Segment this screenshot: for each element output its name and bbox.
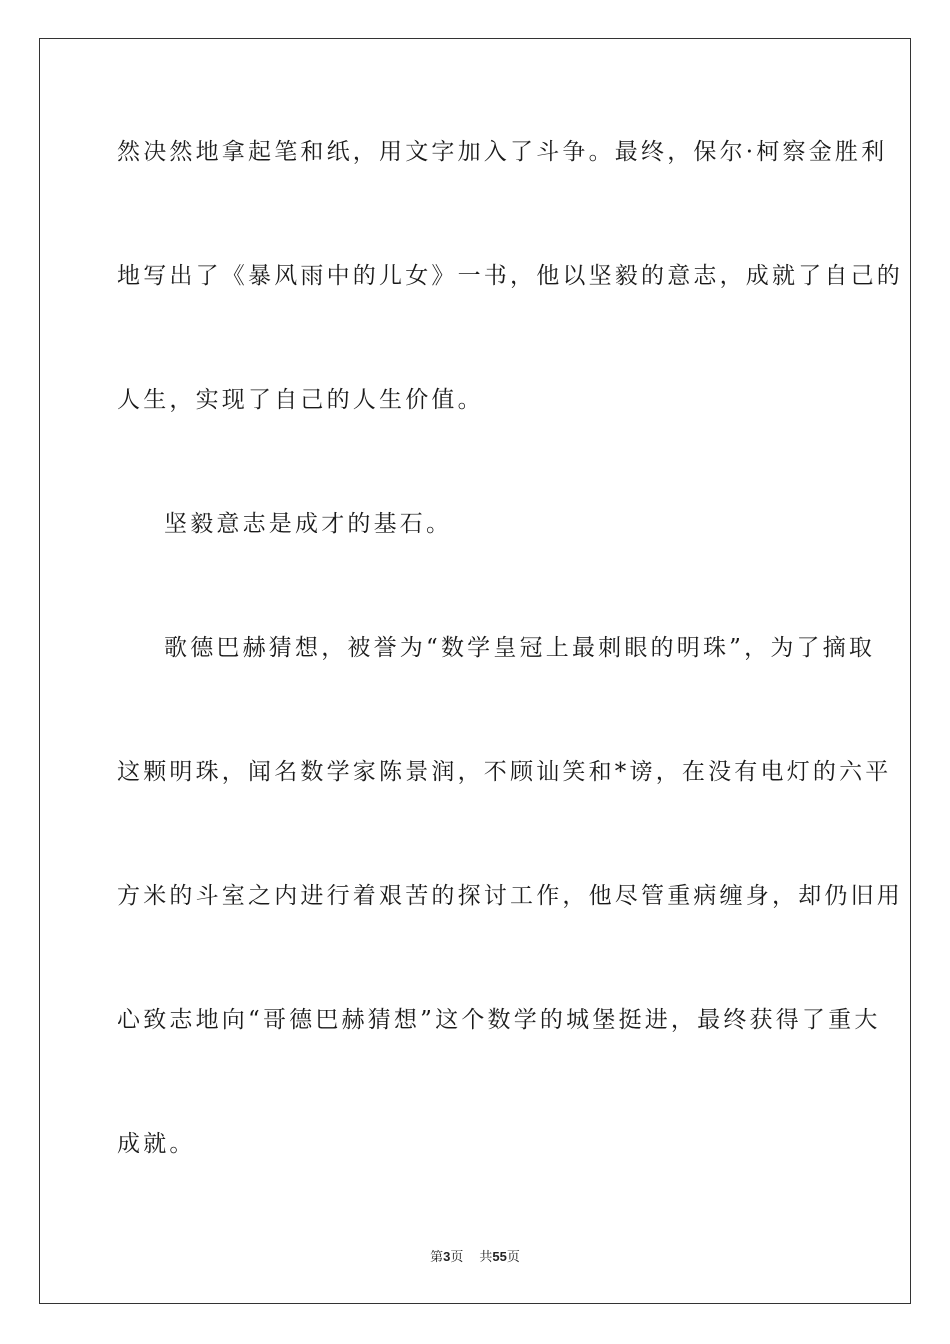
body-line-2: 地写出了《暴风雨中的儿女》一书，他以坚毅的意志，成就了自己的	[117, 263, 903, 289]
body-line-9: 成就。	[117, 1131, 196, 1157]
total-pages: 55	[492, 1249, 507, 1264]
page-suffix: 页	[450, 1250, 464, 1265]
body-line-5: 歌德巴赫猜想，被誉为“数学皇冠上最刺眼的明珠”，为了摘取	[164, 635, 876, 661]
body-line-3: 人生，实现了自己的人生价值。	[117, 387, 484, 413]
page-prefix: 第	[430, 1250, 444, 1265]
total-suffix: 页	[506, 1250, 520, 1265]
body-line-6: 这颗明珠，闻名数学家陈景润，不顾讪笑和*谤，在没有电灯的六平	[117, 759, 892, 785]
body-line-7: 方米的斗室之内进行着艰苦的探讨工作，他尽管重病缠身，却仍旧用	[117, 883, 903, 909]
body-line-1: 然决然地拿起笔和纸，用文字加入了斗争。最终，保尔·柯察金胜利	[117, 139, 888, 165]
page-number: 3	[443, 1249, 451, 1264]
body-line-4: 坚毅意志是成才的基石。	[164, 511, 453, 537]
page-footer	[0, 1248, 950, 1267]
total-prefix: 共	[479, 1250, 493, 1265]
body-line-8: 心致志地向“哥德巴赫猜想”这个数学的城堡挺进，最终获得了重大	[117, 1007, 881, 1033]
page-frame	[39, 38, 911, 1304]
